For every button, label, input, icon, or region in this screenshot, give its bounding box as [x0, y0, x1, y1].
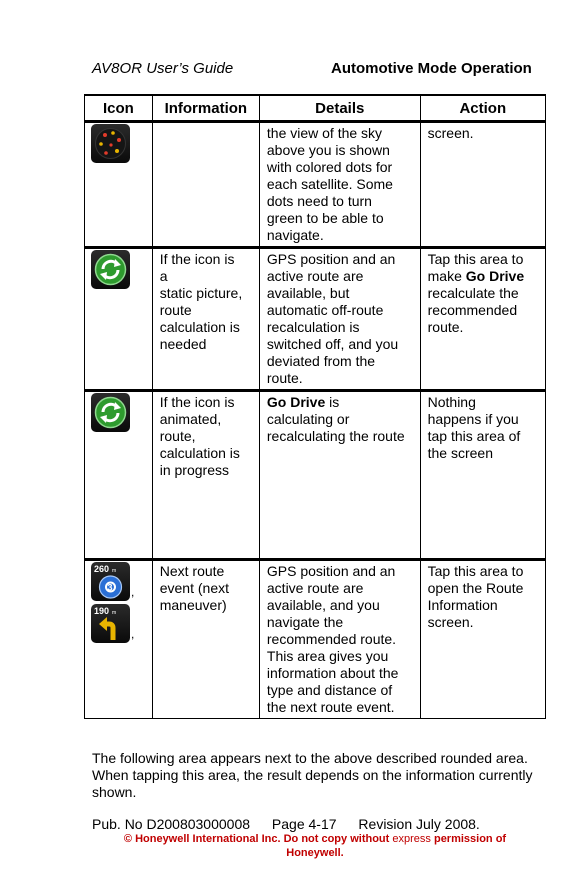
route-recalc-icon — [91, 250, 130, 289]
action-cell: Tap this area to make Go Drive recalculate the recommended route. — [420, 248, 545, 391]
information-cell: Next route event (next maneuver) — [152, 560, 259, 719]
details-cell: the view of the sky above you is shown with colored dots for each satellite. Some dots need to turn green to be able to navigate. — [259, 122, 420, 248]
table-header-row — [85, 95, 546, 122]
roundabout-icon — [91, 562, 130, 601]
svg-text:m: m — [112, 568, 117, 574]
information-cell: If the icon is a static picture, route calculation is needed — [152, 248, 259, 391]
turn-left-icon — [91, 604, 130, 643]
column-header-details: Details — [259, 95, 420, 122]
column-header-information: Information — [152, 95, 259, 122]
icon-table — [84, 94, 546, 719]
svg-text:3: 3 — [107, 582, 113, 593]
copyright-notice: © Honeywell International Inc. Do not copy without express permission of Honeywell. — [123, 833, 507, 859]
page-number: Page 4-17 — [271, 816, 337, 832]
svg-text:m: m — [112, 610, 117, 616]
table-row — [85, 560, 546, 719]
details-cell: Go Drive is calculating or recalculating the route — [259, 391, 420, 560]
satellite-sky-icon — [91, 124, 130, 163]
details-cell: GPS position and an active route are available, but automatic off-route recalculation is switched off, and you deviated from the route. — [259, 248, 420, 391]
action-cell: Nothing happens if you tap this area of the screen — [420, 391, 545, 560]
svg-text:260: 260 — [94, 564, 110, 574]
icon-cell — [85, 391, 153, 560]
table-row — [85, 391, 546, 560]
details-cell: GPS position and an active route are available, and you navigate the recommended route. This area gives you information about the type and distance of the next route event. — [259, 560, 420, 719]
table-row — [85, 122, 546, 248]
svg-text:190: 190 — [94, 606, 110, 616]
information-cell — [152, 122, 259, 248]
route-recalc-icon — [91, 393, 130, 432]
column-header-icon: Icon — [85, 95, 153, 122]
icon-cell — [85, 248, 153, 391]
body-paragraph: The following area appears next to the above described rounded area. When tapping this area, the result depends on the information currently shown. — [92, 750, 533, 800]
revision-date: Revision July 2008. — [358, 816, 480, 832]
table-row — [85, 248, 546, 391]
action-cell: screen. — [420, 122, 545, 248]
column-header-action: Action — [420, 95, 545, 122]
action-cell: Tap this area to open the Route Information screen. — [420, 560, 545, 719]
icon-cell: 260 m 3 , 190 m , — [85, 560, 153, 719]
publication-number: Pub. No D200803000008 — [92, 816, 251, 832]
information-cell: If the icon is animated, route, calculation is in progress — [152, 391, 259, 560]
icon-cell — [85, 122, 153, 248]
publication-line — [92, 816, 480, 832]
section-title: Automotive Mode Operation — [331, 60, 532, 77]
document-title: AV8OR User’s Guide — [92, 60, 234, 77]
